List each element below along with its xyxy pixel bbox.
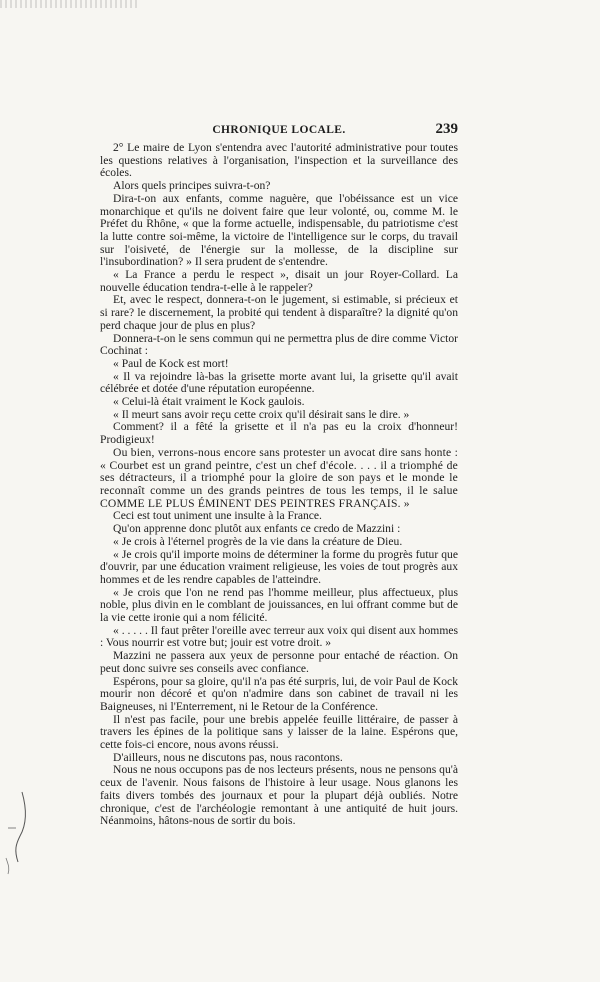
page-number: 239 <box>435 121 458 137</box>
paragraph: Donnera-t-on le sens commun qui ne permettra plus de dire comme Victor Cochinat : <box>100 331 458 358</box>
paragraph: « La France a perdu le respect », disait un jour Royer-Collard. La nouvelle éducation tendra-t-elle à le rappeler? <box>100 268 458 294</box>
paragraph: Il n'est pas facile, pour une brebis appelée feuille littéraire, de passer à travers les épines de la politique sans y laisser de la laine. Espérons que, cette fois-ci encore, nous avons réussi. <box>100 712 458 752</box>
credo-line: « Je crois que l'on ne rend pas l'homme meilleur, plus affectueux, plus noble, plus divin en le comblant de jouissances, en lui offrant comme but de la vie cette ironie qui a nom félicité. <box>100 585 458 625</box>
paragraph: Espérons, pour sa gloire, qu'il n'a pas été surpris, lui, de voir Paul de Kock mourir non décoré et qu'on n'admire dans son cabinet de travail ni les Baigneuses, ni l'Enterrement, ni le Retour de la Conférence. <box>100 674 458 713</box>
paragraph: 2° Le maire de Lyon s'entendra avec l'autorité administrative pour toutes les questions relatives à l'organisation, l'inspection et la surveillance des écoles. <box>100 141 458 180</box>
paragraph: Comment? il a fêté la grisette et il n'a pas eu la croix d'honneur! Prodigieux! <box>100 420 458 447</box>
paragraph: D'ailleurs, nous ne discutons pas, nous racontons. <box>113 750 343 764</box>
paragraph: Mazzini ne passera aux yeux de personne pour entaché de réaction. On peut donc suivre ses conseils avec confiance. <box>100 649 458 675</box>
credo-line: « Je crois à l'éternel progrès de la vie dans la créature de Dieu. <box>113 534 403 548</box>
quote-line: « Il meurt sans avoir reçu cette croix qu'il désirait sans le dire. » <box>113 407 410 421</box>
paragraph: Ou bien, verrons-nous encore sans protester un avocat dire sans honte : « Courbet est un grand peintre, c'est un chef d'école. . . . il a triomphé de ses détracteurs, il a triomphé pour la gloire de son pays et le monde le reconnaît comme un des grands peintres de tous les temps, il le salue COMME LE PLUS ÉMINENT DES PEINTRES FRANÇAIS. » <box>100 445 458 510</box>
credo-line: « . . . . . Il faut prêter l'oreille avec terreur aux voix qui disent aux hommes : Vous nourrir est votre but; jouir est votre droit. » <box>100 623 458 650</box>
paragraph: Alors quels principes suivra-t-on? <box>113 179 271 193</box>
credo-line: « Je crois qu'il importe moins de déterminer la forme du progrès futur que d'ouvrir, par une éducation vraiment religieuse, les voies de tout progrès aux hommes et de les rendre capables de l'atteindre. <box>100 547 458 586</box>
paragraph: Nous ne nous occupons pas de nos lecteurs présents, nous ne pensons qu'à ceux de l'avenir. Nous faisons de l'histoire à leur usage. Nous glanons les faits divers tombés des journaux et pour la plupart déjà oubliés. Notre chronique, c'est de l'archéologie remontant à une antiquité de huit jours. Néanmoins, hâtons-nous de sortir du bois. <box>100 763 458 828</box>
body-text <box>100 142 458 828</box>
paragraph: Ceci est tout uniment une insulte à la France. <box>113 509 322 523</box>
paragraph: Et, avec le respect, donnera-t-on le jugement, si estimable, si précieux et si rare? le discernement, la probité qui tendent à disparaître? la dignité qu'on perd chaque jour de plus en plus? <box>100 293 458 332</box>
margin-pencil-mark <box>2 788 32 878</box>
page-header <box>100 121 458 140</box>
paragraph: Dira-t-on aux enfants, comme naguère, que l'obéissance est un vice monarchique et qu'ils ne doivent faire que leur volonté, ou, comme M. le Préfet du Rhône, « que la forme actuelle, indispensable, du patriotisme c'est la lutte contre soi-même, la victoire de l'intelligence sur le corps, du travail sur l'oisiveté, de l'énergie sur la mollesse, de la discipline sur l'insubordination? » Il sera prudent de s'entendre. <box>100 191 458 269</box>
quote-line: « Paul de Kock est mort! <box>113 356 229 370</box>
scan-edge-noise <box>0 0 140 8</box>
running-title: CHRONIQUE LOCALE. <box>212 124 346 136</box>
quote-line: « Celui-là était vraiment le Kock gaulois. <box>113 395 305 409</box>
quote-line: « Il va rejoindre là-bas la grisette morte avant lui, la grisette qu'il avait célébrée et dotée d'une réputation européenne. <box>100 369 458 396</box>
paragraph: Qu'on apprenne donc plutôt aux enfants ce credo de Mazzini : <box>113 522 401 536</box>
